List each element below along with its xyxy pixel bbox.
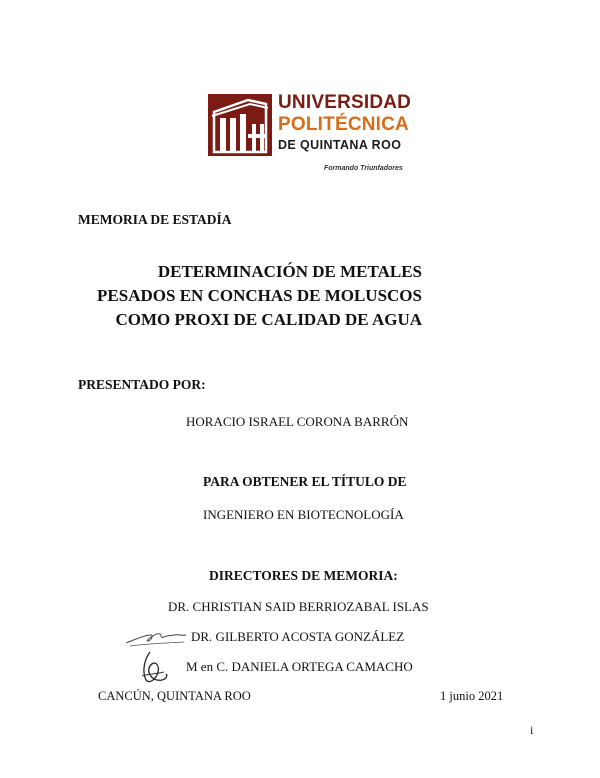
place: CANCÚN, QUINTANA ROO [98,689,251,703]
directors-label: DIRECTORES DE MEMORIA: [209,568,398,583]
logo-wordmark [278,92,411,154]
title-line-2: PESADOS EN CONCHAS DE MOLUSCOS [97,286,422,305]
presented-by-label: PRESENTADO POR: [78,377,206,392]
page-number: i [530,723,534,737]
logo-line-1: UNIVERSIDAD [278,92,412,113]
director-1: DR. CHRISTIAN SAID BERRIOZABAL ISLAS [168,599,429,614]
signature-1 [124,626,190,648]
title-line-1: DETERMINACIÓN DE METALES [157,262,422,281]
logo-slogan: Formando Triunfadores [324,165,403,172]
director-3: M en C. DANIELA ORTEGA CAMACHO [186,659,413,674]
director-2: DR. GILBERTO ACOSTA GONZÁLEZ [191,629,405,644]
document-title [97,260,422,332]
degree-name: INGENIERO EN BIOTECNOLOGÍA [203,507,404,522]
degree-label: PARA OBTENER EL TÍTULO DE [203,474,407,489]
signature-2 [136,650,170,686]
university-logo [208,92,412,176]
title-line-3: COMO PROXI DE CALIDAD DE AGUA [115,310,422,329]
document-type-label: MEMORIA DE ESTADÍA [78,212,232,227]
date: 1 junio 2021 [440,689,504,703]
logo-line-3: DE QUINTANA ROO [278,138,402,152]
author-name: HORACIO ISRAEL CORONA BARRÓN [186,414,409,429]
logo-line-2: POLITÉCNICA [278,114,409,135]
university-emblem-icon [208,94,272,156]
